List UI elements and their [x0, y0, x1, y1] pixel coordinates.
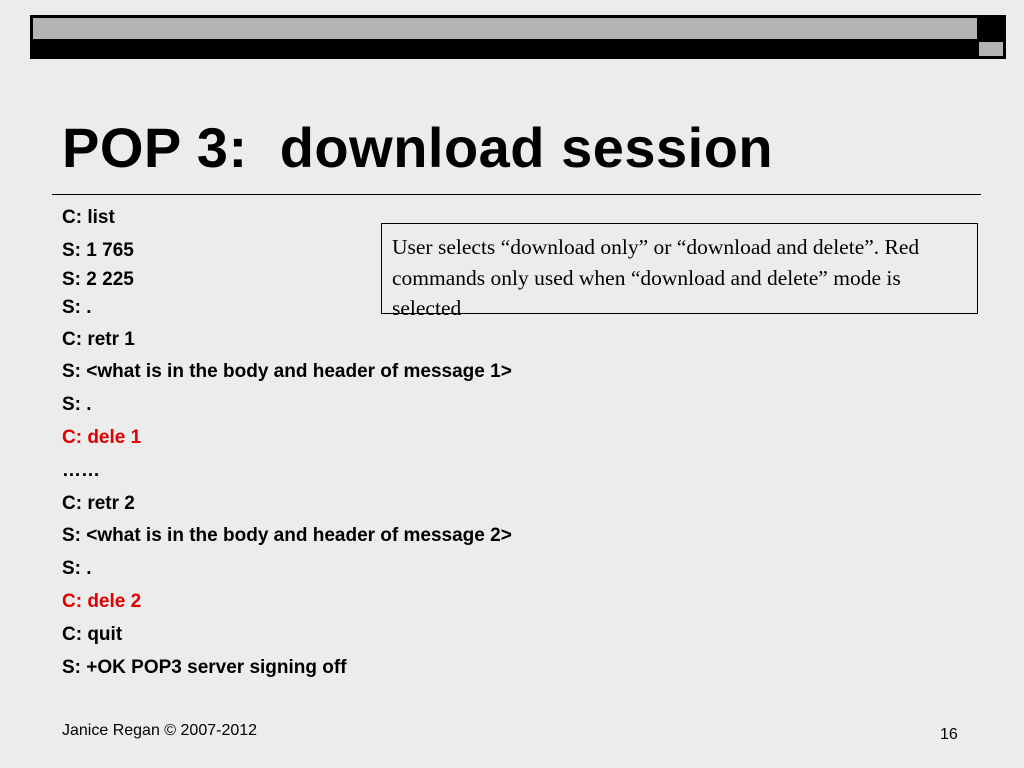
transcript-line: S: .: [62, 558, 92, 580]
transcript-line-delete: C: dele 1: [62, 426, 142, 448]
explanation-note-box: User selects “download only” or “download and delete”. Red commands only used when “download and delete” mode is selected: [381, 223, 978, 314]
transcript-line: S: .: [62, 394, 92, 416]
transcript-line-delete: C: dele 2: [62, 590, 142, 612]
transcript-line-ellipsis: ……: [62, 459, 100, 481]
transcript-line: C: quit: [62, 623, 123, 645]
transcript-line: S: <what is in the body and header of message 1>: [62, 361, 512, 383]
transcript-line: S: 2 225: [62, 268, 134, 290]
transcript-line: S: +OK POP3 server signing off: [62, 656, 347, 678]
transcript-line: C: retr 1: [62, 328, 135, 350]
slide-title: POP 3: download session: [62, 116, 774, 179]
title-divider: [52, 194, 981, 195]
transcript-line: S: 1 765: [62, 239, 134, 261]
transcript-line: C: list: [62, 207, 115, 228]
transcript-line: S: .: [62, 296, 92, 318]
header-decoration-bar: [30, 15, 1006, 59]
header-bar-corner-square: [979, 42, 1003, 56]
footer-page-number: 16: [940, 726, 958, 743]
footer-author: Janice Regan © 2007-2012: [62, 722, 258, 739]
transcript-line: C: retr 2: [62, 492, 135, 514]
transcript-line: S: <what is in the body and header of message 2>: [62, 525, 512, 547]
header-bar-gray-strip: [33, 18, 977, 39]
